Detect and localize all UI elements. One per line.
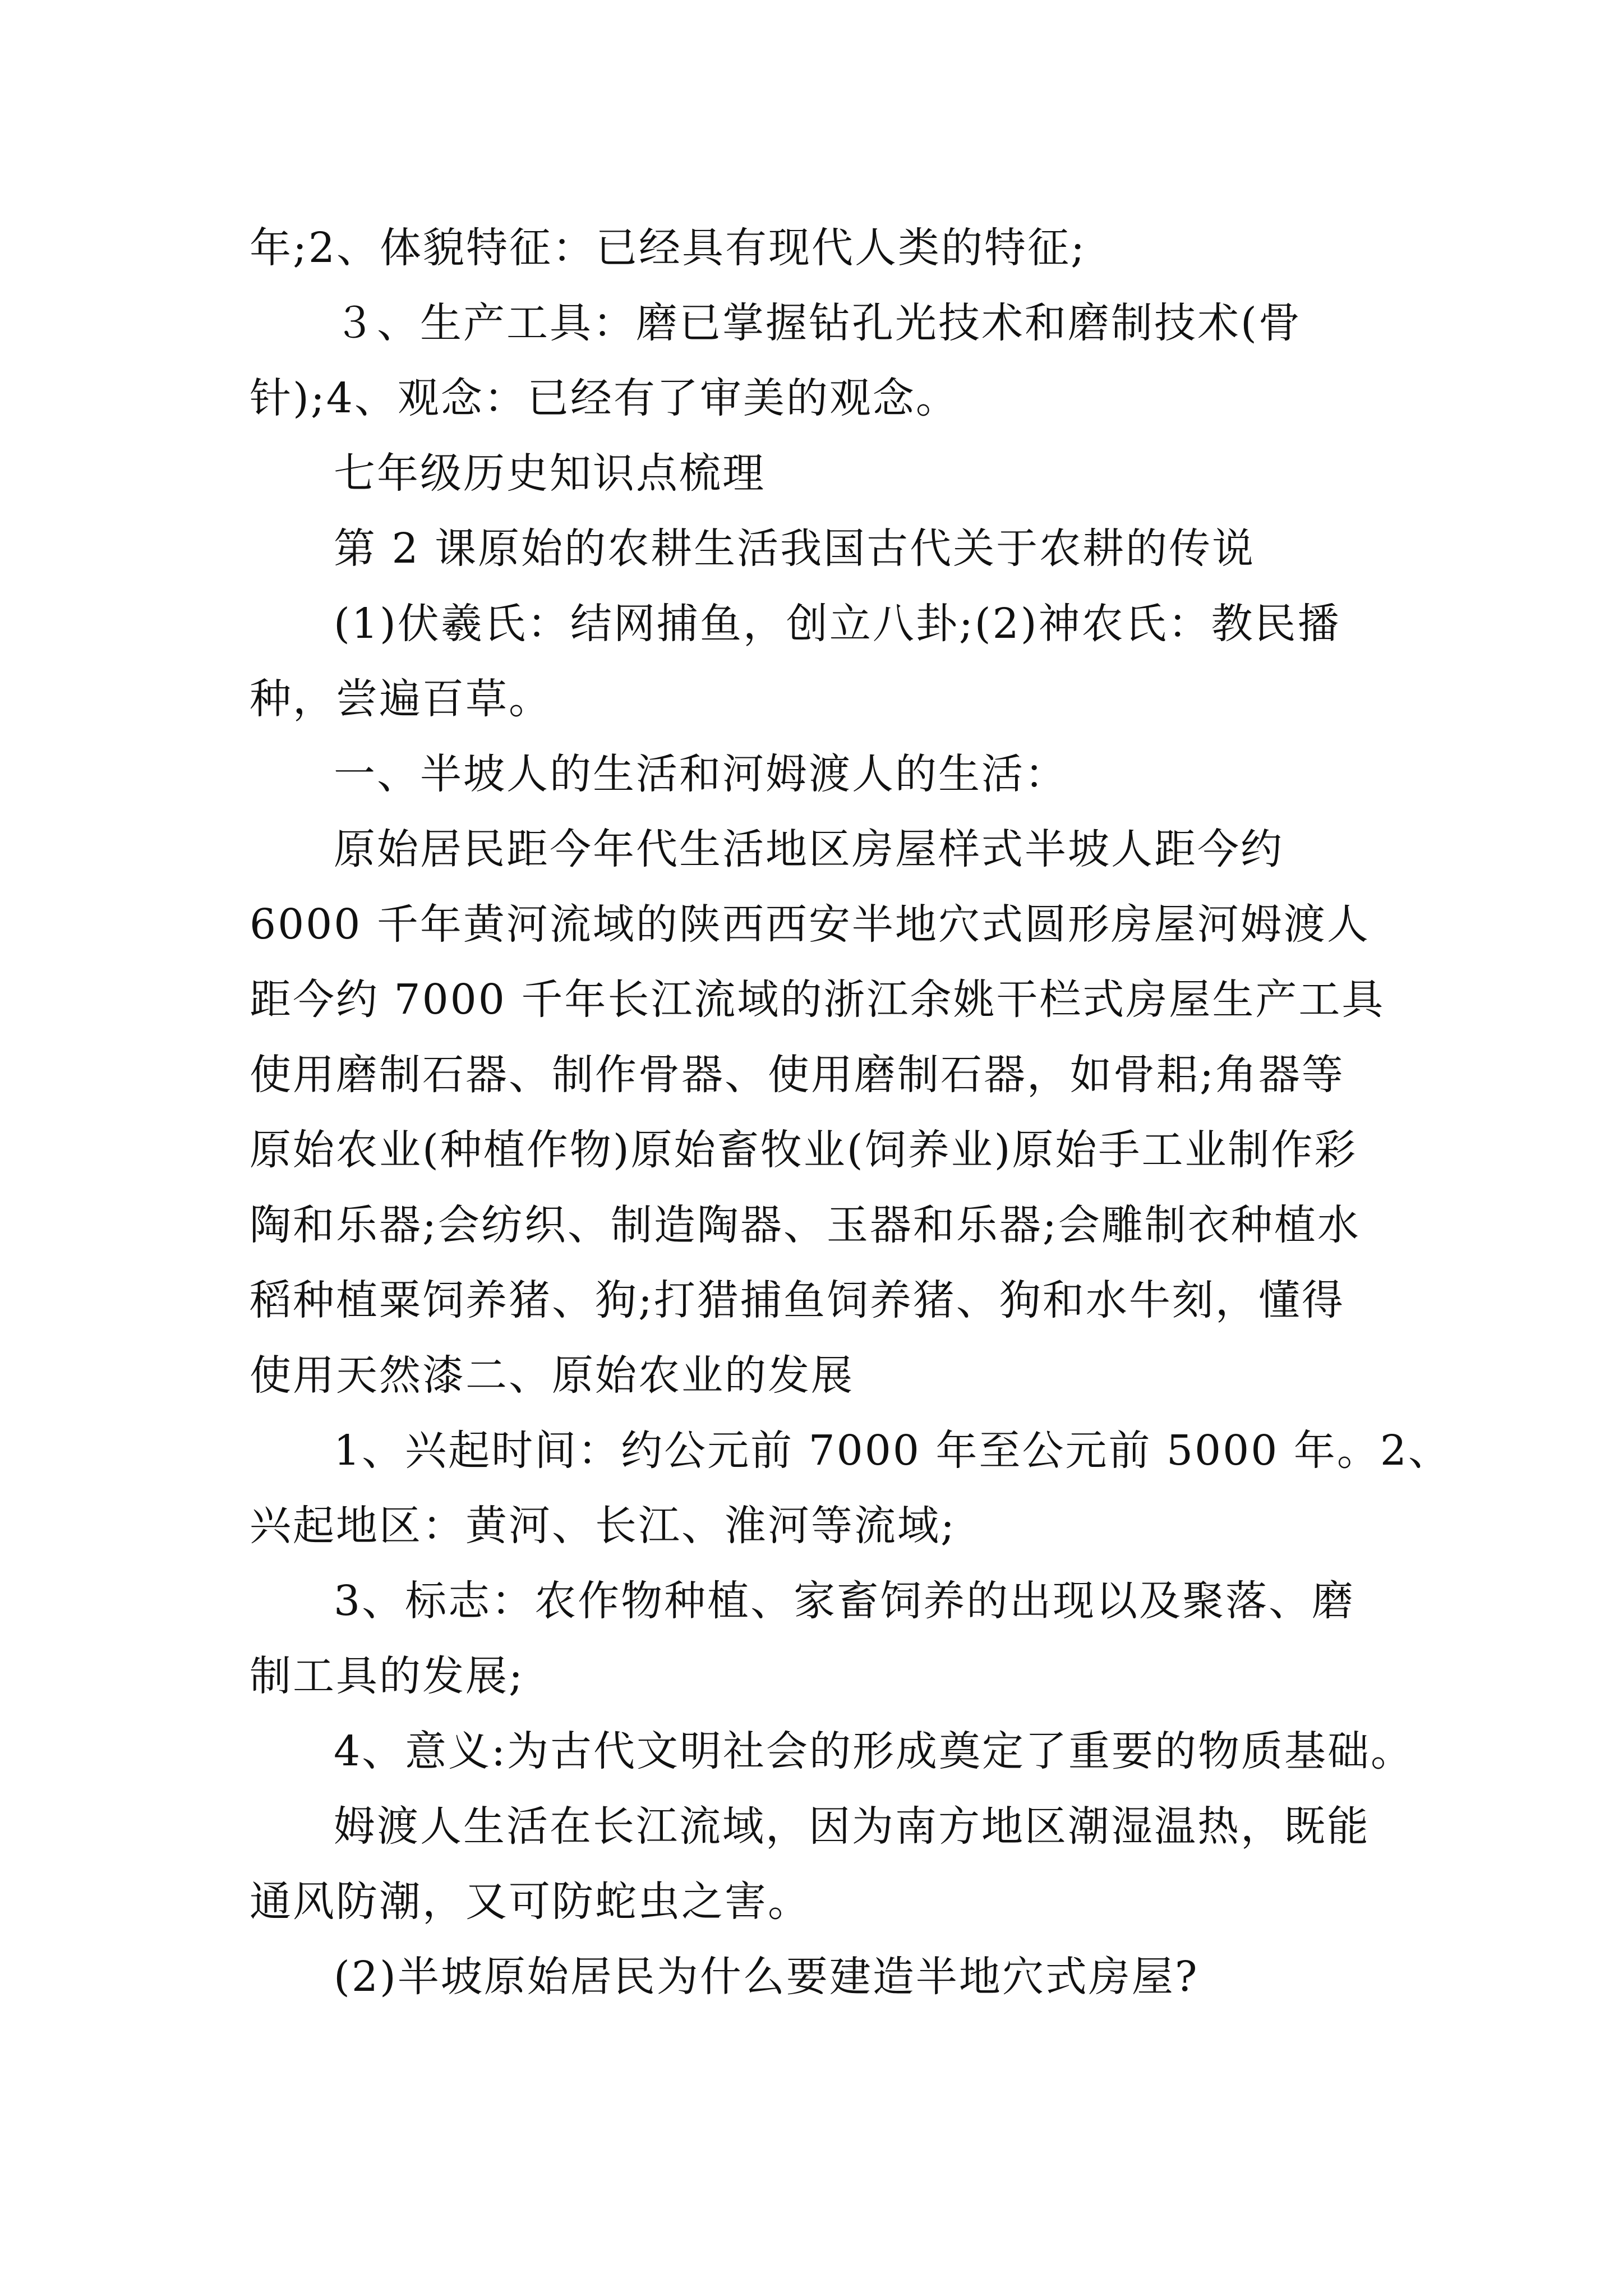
text-line-23: 通风防潮，又可防蛇虫之害。 <box>250 1878 811 1926</box>
text-line-13: 原始农业(种植作物)原始畜牧业(饲养业)原始手工业制作彩 <box>250 1126 1358 1174</box>
text-line-9: 原始居民距今年代生活地区房屋样式半坡人距今约 <box>334 825 1284 873</box>
section-heading: 七年级历史知识点梳理 <box>334 449 766 498</box>
text-line-12: 使用磨制石器、制作骨器、使用磨制石器，如骨耜;角器等 <box>250 1051 1345 1099</box>
text-line-14: 陶和乐器;会纺织、制造陶器、玉器和乐器;会雕制衣种植水 <box>250 1201 1361 1249</box>
document-body <box>250 210 1451 2014</box>
text-line-16: 使用天然漆二、原始农业的发展 <box>250 1351 854 1400</box>
lesson-title: 第 2 课原始的农耕生活我国古代关于农耕的传说 <box>334 524 1256 573</box>
text-line-21: 4、意义:为古代文明社会的形成奠定了重要的物质基础。 <box>334 1727 1414 1775</box>
text-line-1: 年;2、体貌特征：已经具有现代人类的特征; <box>250 224 1086 272</box>
text-line-20: 制工具的发展; <box>250 1652 524 1700</box>
text-line-7: 种，尝遍百草。 <box>250 675 552 723</box>
text-line-22: 姆渡人生活在长江流域，因为南方地区潮湿温热，既能 <box>334 1802 1370 1851</box>
text-line-18: 兴起地区：黄河、长江、淮河等流域; <box>250 1502 956 1550</box>
subsection-heading-1: 一、半坡人的生活和河姆渡人的生活： <box>334 750 1068 798</box>
text-line-3: 针);4、观念：已经有了审美的观念。 <box>250 374 959 422</box>
text-line-15: 稻种植粟饲养猪、狗;打猎捕鱼饲养猪、狗和水牛刻，懂得 <box>250 1276 1345 1324</box>
text-line-6: (1)伏羲氏：结网捕鱼，创立八卦;(2)神农氏：教民播 <box>334 600 1341 648</box>
text-line-10: 6000 千年黄河流域的陕西西安半地穴式圆形房屋河姆渡人 <box>250 900 1370 949</box>
text-line-17: 1、兴起时间：约公元前 7000 年至公元前 5000 年。2、 <box>334 1427 1451 1475</box>
text-line-19: 3、标志：农作物种植、家畜饲养的出现以及聚落、磨 <box>334 1577 1355 1625</box>
text-line-24: (2)半坡原始居民为什么要建造半地穴式房屋? <box>334 1953 1199 2001</box>
text-line-2: ３、生产工具：磨已掌握钻孔光技术和磨制技术(骨 <box>334 299 1302 347</box>
text-line-11: 距今约 7000 千年长江流域的浙江余姚干栏式房屋生产工具 <box>250 976 1385 1024</box>
